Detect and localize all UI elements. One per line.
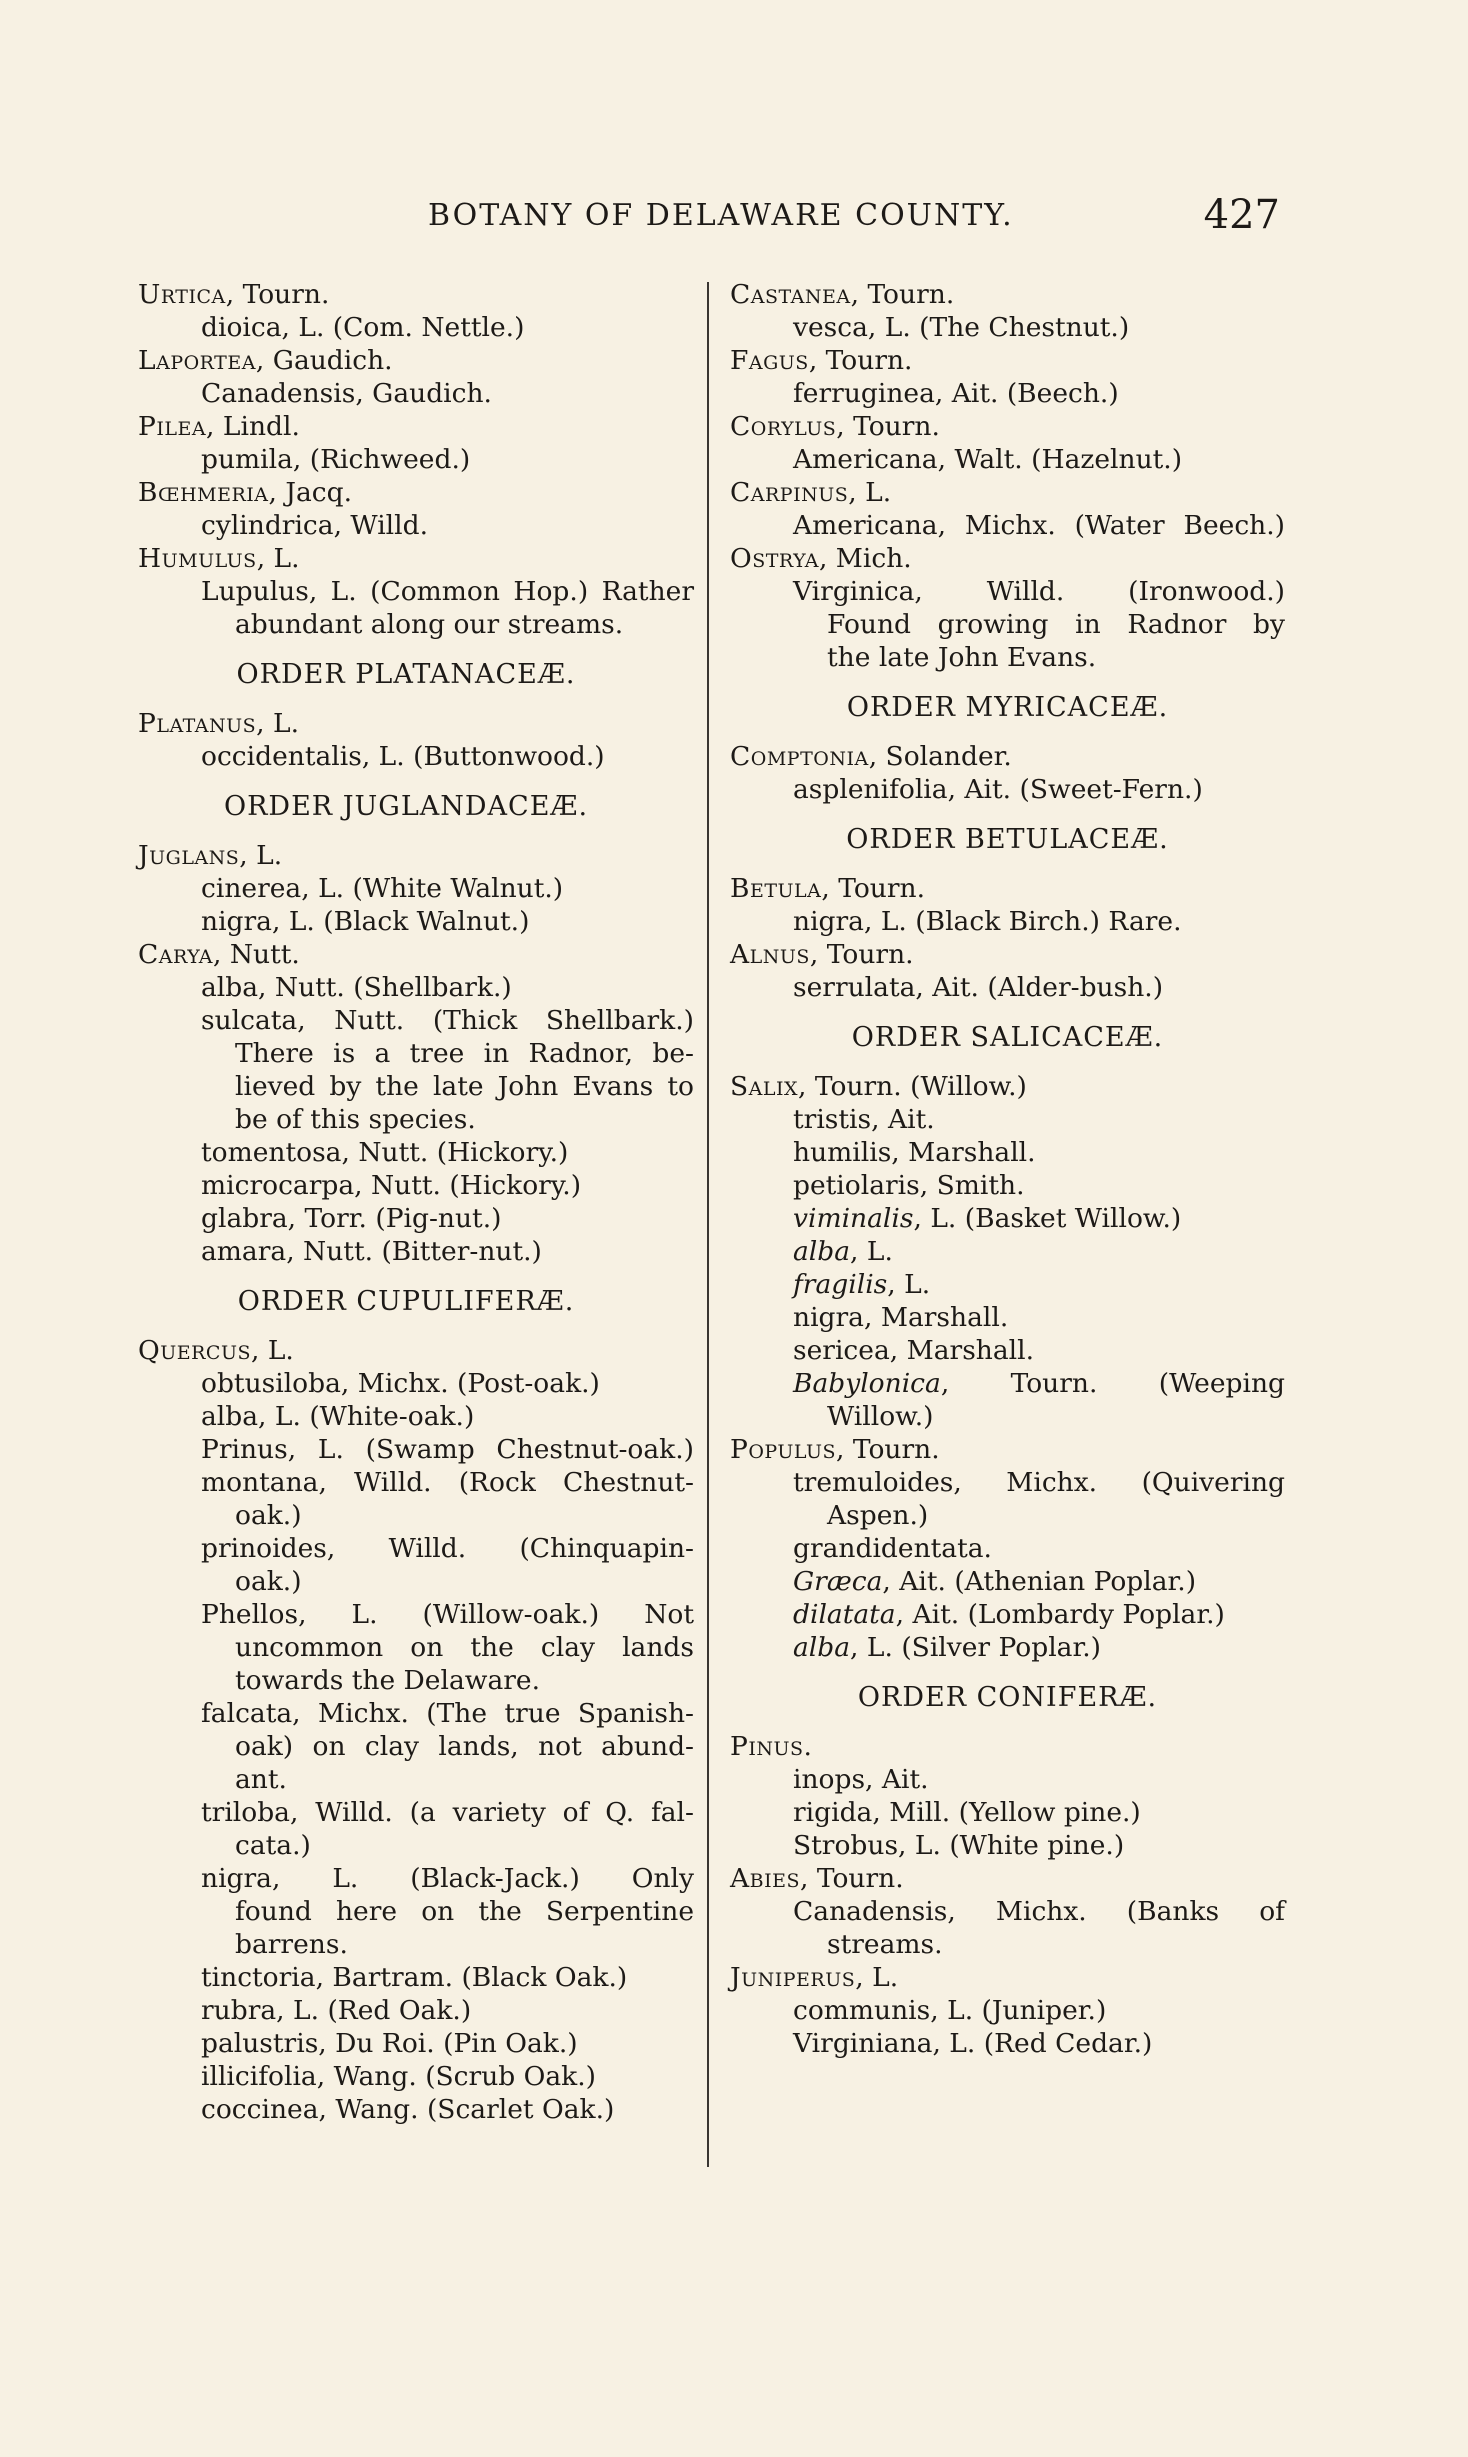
genus-name: Carpinus: [730, 477, 849, 508]
species-entry: rigida, Mill. (Yellow pine.): [793, 1797, 1141, 1828]
note-continuation: streams.: [827, 1929, 943, 1960]
species-entry: tomentosa, Nutt. (Hickory.): [201, 1137, 569, 1168]
genus-name: Platanus: [138, 708, 257, 739]
species-entry: Virginica, Willd. (Ironwood.): [793, 576, 1285, 607]
genus-name: Comptonia: [730, 741, 869, 772]
genus-entry: [730, 1730, 1285, 1763]
genus-entry: [138, 344, 694, 377]
species-entry: [730, 1268, 1285, 1301]
species-detail: , Ait. (Lombardy Poplar.): [895, 1599, 1225, 1630]
species-detail: , L. (Silver Poplar.): [850, 1632, 1101, 1663]
genus-authority: , L.: [239, 840, 283, 871]
species-entry: Phellos, L. (Willow-oak.) Not: [201, 1599, 694, 1630]
genus-authority: , L.: [848, 477, 892, 508]
genus-authority: , Tourn.: [835, 1434, 940, 1465]
genus-name: Alnus: [730, 939, 810, 970]
genus-name: Ostrya: [730, 543, 819, 574]
genus-name: Pinus: [730, 1731, 804, 1762]
genus-authority: , Nutt.: [213, 939, 300, 970]
species-entry: amara, Nutt. (Bitter-nut.): [201, 1236, 542, 1267]
genus-entry: [730, 740, 1285, 773]
genus-name: Juglans: [138, 840, 240, 871]
note-continuation: the late John Evans.: [827, 642, 1097, 673]
species-entry: rubra, L. (Red Oak.): [201, 1995, 472, 2026]
species-entry: grandidentata.: [793, 1533, 992, 1564]
genus-authority: , Tourn.: [808, 345, 913, 376]
genus-name: Fagus: [730, 345, 809, 376]
genus-authority: , Tourn.: [836, 411, 940, 442]
species-entry: ferruginea, Ait. (Beech.): [793, 378, 1119, 409]
genus-entry: [138, 278, 694, 311]
species-entry: Canadensis, Michx. (Banks of: [793, 1896, 1285, 1927]
order-heading: ORDER JUGLANDACEÆ.: [223, 791, 589, 822]
species-entry: cylindrica, Willd.: [201, 510, 429, 541]
species-entry: petiolaris, Smith.: [793, 1170, 1025, 1201]
note-continuation: Aspen.): [827, 1500, 929, 1531]
species-entry: falcata, Michx. (The true Spanish-: [201, 1698, 694, 1729]
note-continuation: cata.): [235, 1830, 311, 1861]
species-epithet: Græca: [793, 1566, 883, 1597]
genus-entry: [730, 344, 1285, 377]
genus-entry: [730, 1862, 1285, 1895]
species-entry: nigra, L. (Black-Jack.) Only: [201, 1863, 694, 1894]
species-entry: [730, 1235, 1285, 1268]
note-continuation: oak) on clay lands, not abund-: [235, 1731, 694, 1762]
note-continuation: lieved by the late John Evans to: [235, 1071, 694, 1102]
genus-entry: [138, 410, 694, 443]
species-entry: [730, 1367, 1285, 1400]
genus-name: Pilea: [138, 411, 207, 442]
species-entry: Virginiana, L. (Red Cedar.): [793, 2028, 1153, 2059]
genus-name: Populus: [730, 1434, 836, 1465]
genus-authority: , Tourn.: [850, 279, 955, 310]
species-entry: serrulata, Ait. (Alder-bush.): [793, 972, 1164, 1003]
species-entry: sulcata, Nutt. (Thick Shellbark.): [201, 1005, 694, 1036]
note-continuation: There is a tree in Radnor, be-: [235, 1038, 694, 1069]
genus-entry: [138, 938, 694, 971]
page-number: 427: [1203, 192, 1280, 238]
genus-entry: [730, 278, 1285, 311]
genus-name: Bœhmeria: [138, 477, 269, 508]
genus-entry: [138, 707, 694, 740]
genus-entry: [730, 938, 1285, 971]
order-heading: ORDER CUPULIFERÆ.: [237, 1286, 575, 1317]
genus-authority: .: [803, 1731, 812, 1762]
species-detail: , Ait. (Athenian Poplar.): [882, 1566, 1197, 1597]
column-divider: [707, 282, 709, 2167]
species-entry: prinoides, Willd. (Chinquapin-: [201, 1533, 694, 1564]
genus-name: Castanea: [730, 279, 851, 310]
genus-entry: [730, 476, 1285, 509]
genus-name: Juniperus: [730, 1962, 856, 1993]
species-epithet: alba: [793, 1632, 851, 1663]
species-entry: nigra, L. (Black Walnut.): [201, 906, 530, 937]
genus-entry: [138, 1334, 694, 1367]
order-heading: ORDER MYRICACEÆ.: [846, 692, 1169, 723]
note-continuation: abundant along our streams.: [235, 609, 624, 640]
species-epithet: Babylonica: [793, 1368, 941, 1399]
genus-authority: , Tourn. (Willow.): [798, 1071, 1027, 1102]
note-continuation: oak.): [235, 1500, 302, 1531]
note-continuation: Willow.): [827, 1401, 934, 1432]
species-epithet: dilatata: [793, 1599, 896, 1630]
species-entry: coccinea, Wang. (Scarlet Oak.): [201, 2094, 615, 2125]
species-entry: alba, Nutt. (Shellbark.): [201, 972, 512, 1003]
genus-authority: , Tourn.: [225, 279, 330, 310]
species-detail: , Tourn. (Weeping: [940, 1368, 1285, 1399]
species-entry: Americana, Walt. (Hazelnut.): [793, 444, 1183, 475]
genus-authority: , Tourn.: [821, 873, 926, 904]
species-entry: [730, 1631, 1285, 1664]
genus-authority: , Solander.: [868, 741, 1012, 772]
species-entry: tremuloides, Michx. (Quivering: [793, 1467, 1285, 1498]
page-header: [140, 192, 1280, 242]
species-entry: [730, 1202, 1285, 1235]
species-entry: communis, L. (Juniper.): [793, 1995, 1107, 2026]
genus-name: Laportea: [138, 345, 256, 376]
order-heading: ORDER PLATANACEÆ.: [236, 659, 576, 690]
species-entry: sericea, Marshall.: [793, 1335, 1035, 1366]
genus-authority: , L.: [855, 1962, 899, 1993]
species-entry: Lupulus, L. (Common Hop.) Rather: [201, 576, 694, 607]
species-entry: [730, 1598, 1285, 1631]
genus-authority: , L.: [256, 708, 300, 739]
species-entry: obtusiloba, Michx. (Post-oak.): [201, 1368, 600, 1399]
genus-authority: , L.: [256, 543, 300, 574]
species-entry: asplenifolia, Ait. (Sweet-Fern.): [793, 774, 1203, 805]
genus-authority: , Tourn.: [809, 939, 914, 970]
species-epithet: fragilis: [793, 1269, 888, 1300]
genus-entry: [730, 1070, 1285, 1103]
genus-authority: , Jacq.: [268, 477, 353, 508]
genus-entry: [730, 542, 1285, 575]
species-entry: glabra, Torr. (Pig-nut.): [201, 1203, 502, 1234]
species-entry: occidentalis, L. (Buttonwood.): [201, 741, 605, 772]
order-heading: ORDER CONIFERÆ.: [857, 1682, 1158, 1713]
genus-name: Betula: [730, 873, 822, 904]
note-continuation: oak.): [235, 1566, 302, 1597]
species-entry: illicifolia, Wang. (Scrub Oak.): [201, 2061, 596, 2092]
note-continuation: found here on the Serpentine: [235, 1896, 694, 1927]
species-detail: , L. (Basket Willow.): [913, 1203, 1182, 1234]
note-continuation: uncommon on the clay lands: [235, 1632, 694, 1663]
species-epithet: alba: [793, 1236, 851, 1267]
order-heading: ORDER BETULACEÆ.: [846, 824, 1169, 855]
species-entry: palustris, Du Roi. (Pin Oak.): [201, 2028, 578, 2059]
genus-authority: , Tourn.: [800, 1863, 904, 1894]
species-entry: vesca, L. (The Chestnut.): [793, 312, 1130, 343]
genus-entry: [730, 410, 1285, 443]
genus-name: Carya: [138, 939, 214, 970]
left-column: [138, 278, 694, 2126]
species-epithet: viminalis: [793, 1203, 914, 1234]
species-entry: [730, 1565, 1285, 1598]
species-entry: dioica, L. (Com. Nettle.): [201, 312, 525, 343]
order-heading: ORDER SALICACEÆ.: [851, 1022, 1164, 1053]
species-entry: cinerea, L. (White Walnut.): [201, 873, 564, 904]
species-entry: nigra, L. (Black Birch.) Rare.: [793, 906, 1182, 937]
genus-entry: [730, 872, 1285, 905]
species-detail: , L.: [850, 1236, 893, 1267]
genus-entry: [138, 542, 694, 575]
species-entry: Canadensis, Gaudich.: [201, 378, 492, 409]
running-title: BOTANY OF DELAWARE COUNTY.: [428, 198, 1014, 233]
genus-entry: [730, 1433, 1285, 1466]
note-continuation: ant.: [235, 1764, 287, 1795]
genus-name: Salix: [730, 1071, 799, 1102]
species-entry: pumila, (Richweed.): [201, 444, 471, 475]
note-continuation: barrens.: [235, 1929, 348, 1960]
species-entry: Americana, Michx. (Water Beech.): [793, 510, 1285, 541]
note-continuation: Found growing in Radnor by: [827, 609, 1285, 640]
genus-name: Quercus: [138, 1335, 251, 1366]
genus-name: Corylus: [730, 411, 837, 442]
note-continuation: towards the Delaware.: [235, 1665, 541, 1696]
species-entry: nigra, Marshall.: [793, 1302, 1009, 1333]
genus-entry: [138, 476, 694, 509]
genus-authority: , Gaudich.: [255, 345, 393, 376]
genus-name: Humulus: [138, 543, 257, 574]
species-entry: Strobus, L. (White pine.): [793, 1830, 1125, 1861]
species-entry: inops, Ait.: [793, 1764, 929, 1795]
species-entry: tinctoria, Bartram. (Black Oak.): [201, 1962, 628, 1993]
species-detail: , L.: [887, 1269, 931, 1300]
right-column: [730, 278, 1285, 2060]
species-entry: alba, L. (White-oak.): [201, 1401, 475, 1432]
species-entry: Prinus, L. (Swamp Chestnut-oak.): [201, 1434, 694, 1465]
genus-authority: , Mich.: [818, 543, 912, 574]
genus-entry: [730, 1961, 1285, 1994]
note-continuation: be of this species.: [235, 1104, 476, 1135]
genus-entry: [138, 839, 694, 872]
species-entry: tristis, Ait.: [793, 1104, 935, 1135]
species-entry: humilis, Marshall.: [793, 1137, 1036, 1168]
species-entry: triloba, Willd. (a variety of Q. fal-: [201, 1797, 694, 1828]
genus-authority: , L.: [250, 1335, 294, 1366]
genus-name: Urtica: [138, 279, 226, 310]
species-entry: microcarpa, Nutt. (Hickory.): [201, 1170, 582, 1201]
genus-authority: , Lindl.: [206, 411, 300, 442]
species-entry: montana, Willd. (Rock Chestnut-: [201, 1467, 694, 1498]
genus-name: Abies: [730, 1863, 800, 1894]
